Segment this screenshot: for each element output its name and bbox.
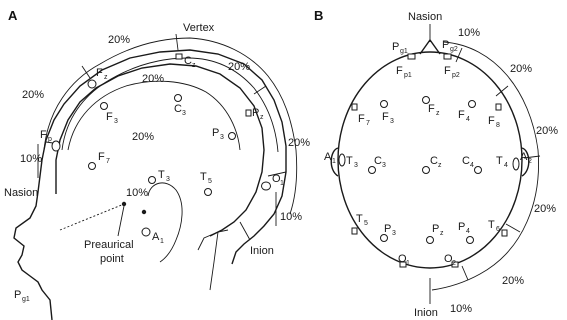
svg-text:T: T bbox=[200, 171, 207, 183]
svg-text:g2: g2 bbox=[450, 46, 458, 53]
svg-text:C: C bbox=[184, 55, 192, 67]
svg-text:z: z bbox=[440, 230, 444, 237]
electrode-a-t3 bbox=[149, 169, 171, 184]
panel-b-letter: B bbox=[314, 8, 324, 23]
skull-inner-contour bbox=[56, 64, 264, 236]
pct-a-7: 10% bbox=[20, 153, 43, 165]
svg-text:T: T bbox=[496, 155, 503, 167]
svg-text:3: 3 bbox=[182, 110, 186, 117]
preaurical-pointer bbox=[118, 206, 124, 236]
electrode-a-p3 bbox=[212, 127, 236, 141]
svg-text:F: F bbox=[382, 111, 389, 123]
electrode-b-f7 bbox=[352, 104, 370, 127]
svg-text:3: 3 bbox=[354, 162, 358, 169]
electrode-b-a2 bbox=[520, 151, 532, 165]
svg-text:4: 4 bbox=[466, 228, 470, 235]
svg-text:3: 3 bbox=[114, 118, 118, 125]
electrode-a-a1 bbox=[142, 228, 164, 245]
preaurical-label-line1: Preaurical bbox=[84, 239, 134, 251]
svg-text:F: F bbox=[358, 113, 365, 125]
b-inion-label: Inion bbox=[414, 307, 438, 319]
svg-text:3: 3 bbox=[390, 118, 394, 125]
electrode-b-o2 bbox=[444, 253, 458, 267]
pct-a-8: 10% bbox=[126, 187, 149, 199]
pct-b-5: 20% bbox=[502, 275, 525, 287]
svg-text:C: C bbox=[174, 103, 182, 115]
svg-text:6: 6 bbox=[496, 226, 500, 233]
svg-text:F: F bbox=[444, 65, 451, 77]
svg-text:5: 5 bbox=[364, 220, 368, 227]
ear-outline bbox=[148, 183, 182, 262]
svg-text:7: 7 bbox=[366, 120, 370, 127]
inion-label: Inion bbox=[250, 245, 274, 257]
electrode-b-pz bbox=[427, 223, 445, 244]
svg-text:1: 1 bbox=[332, 158, 336, 165]
head-profile-outline bbox=[14, 50, 286, 320]
svg-text:C: C bbox=[462, 155, 470, 167]
svg-text:p2: p2 bbox=[452, 72, 460, 79]
svg-text:z: z bbox=[260, 114, 264, 121]
svg-text:5: 5 bbox=[208, 178, 212, 185]
b-nasion-label: Nasion bbox=[408, 11, 443, 23]
svg-text:F: F bbox=[428, 103, 435, 115]
panel-a-electrodes bbox=[14, 54, 284, 303]
panel-a bbox=[4, 8, 310, 320]
svg-text:g1: g1 bbox=[22, 296, 30, 303]
electrode-a-o1 bbox=[262, 173, 285, 190]
electrode-a-pz bbox=[246, 107, 264, 121]
pct-b-2: 20% bbox=[510, 63, 533, 75]
svg-text:A: A bbox=[324, 151, 332, 163]
pct-a-4: 20% bbox=[228, 61, 251, 73]
pct-a-2: 20% bbox=[22, 89, 45, 101]
svg-text:7: 7 bbox=[106, 158, 110, 165]
svg-text:C: C bbox=[430, 155, 438, 167]
svg-text:2: 2 bbox=[528, 158, 532, 165]
svg-text:P: P bbox=[458, 221, 466, 233]
svg-text:3: 3 bbox=[166, 176, 170, 183]
pct-a-6: 20% bbox=[288, 137, 311, 149]
svg-text:F: F bbox=[98, 151, 105, 163]
svg-text:F: F bbox=[458, 109, 465, 121]
electrode-b-o1 bbox=[398, 253, 410, 267]
svg-text:F: F bbox=[40, 129, 47, 141]
svg-text:3: 3 bbox=[382, 162, 386, 169]
pct-b-4: 20% bbox=[534, 203, 557, 215]
svg-text:A: A bbox=[520, 151, 528, 163]
svg-text:3: 3 bbox=[220, 134, 224, 141]
svg-text:T: T bbox=[488, 219, 495, 231]
svg-text:P: P bbox=[432, 223, 440, 235]
inion-pointer bbox=[240, 222, 250, 240]
svg-text:C: C bbox=[374, 155, 382, 167]
svg-text:g1: g1 bbox=[400, 48, 408, 55]
pct-a-3: 20% bbox=[142, 73, 165, 85]
svg-text:4: 4 bbox=[504, 162, 508, 169]
svg-text:O: O bbox=[272, 173, 281, 185]
svg-text:P: P bbox=[392, 41, 400, 53]
svg-text:F: F bbox=[396, 65, 403, 77]
panel-a-letter: A bbox=[8, 8, 18, 23]
svg-text:1: 1 bbox=[160, 238, 164, 245]
electrode-a-fp bbox=[40, 129, 60, 151]
svg-text:8: 8 bbox=[496, 122, 500, 129]
svg-text:1: 1 bbox=[406, 260, 410, 267]
neck-outline bbox=[198, 230, 228, 290]
svg-text:O: O bbox=[444, 253, 453, 265]
ear-canal-dot bbox=[142, 210, 146, 214]
svg-text:P: P bbox=[14, 289, 22, 301]
electrode-b-pg1 bbox=[392, 41, 408, 55]
svg-text:P: P bbox=[384, 223, 392, 235]
svg-text:z: z bbox=[104, 74, 108, 81]
svg-text:F: F bbox=[106, 111, 113, 123]
preaurical-label-line2: point bbox=[100, 253, 124, 265]
svg-text:P: P bbox=[212, 127, 220, 139]
arc-tick-marks bbox=[46, 34, 286, 176]
pct-a-9: 10% bbox=[280, 211, 303, 223]
electrode-b-p3 bbox=[381, 223, 397, 242]
electrode-a-f7 bbox=[89, 151, 111, 170]
electrode-b-t4 bbox=[496, 155, 519, 170]
svg-text:z: z bbox=[192, 62, 196, 69]
vertex-label: Vertex bbox=[183, 22, 215, 34]
electrode-b-fz bbox=[423, 97, 441, 118]
electrode-b-a1 bbox=[324, 151, 345, 166]
svg-text:O: O bbox=[398, 253, 407, 265]
electrode-a-c3 bbox=[174, 95, 186, 118]
svg-text:4: 4 bbox=[470, 162, 474, 169]
pct-b-3: 20% bbox=[536, 125, 559, 137]
svg-text:z: z bbox=[438, 162, 442, 169]
svg-text:3: 3 bbox=[392, 230, 396, 237]
panel-b-electrodes bbox=[324, 39, 532, 267]
electrode-b-f3 bbox=[381, 101, 395, 126]
svg-text:P: P bbox=[252, 107, 260, 119]
pct-a-1: 20% bbox=[108, 34, 131, 46]
electrode-b-c3 bbox=[369, 155, 387, 174]
pct-a-5: 20% bbox=[132, 131, 155, 143]
pct-b-6: 10% bbox=[450, 303, 473, 315]
electrode-b-p4 bbox=[458, 221, 474, 244]
electrode-b-f8 bbox=[488, 104, 501, 129]
svg-text:1: 1 bbox=[280, 180, 284, 187]
panel-b bbox=[314, 8, 558, 319]
nasion-label: Nasion bbox=[4, 187, 39, 199]
svg-text:p: p bbox=[48, 136, 52, 143]
svg-text:T: T bbox=[158, 169, 165, 181]
electrode-a-t5 bbox=[200, 171, 212, 196]
svg-text:4: 4 bbox=[466, 116, 470, 123]
pct-b-1: 10% bbox=[458, 27, 481, 39]
electrode-b-t3 bbox=[346, 155, 358, 169]
svg-text:p1: p1 bbox=[404, 72, 412, 79]
svg-text:A: A bbox=[152, 231, 160, 243]
svg-text:T: T bbox=[346, 155, 353, 167]
svg-text:F: F bbox=[488, 115, 495, 127]
svg-text:z: z bbox=[436, 110, 440, 117]
electrode-b-f4 bbox=[458, 101, 476, 124]
svg-text:P: P bbox=[442, 39, 450, 51]
svg-text:T: T bbox=[356, 213, 363, 225]
electrode-a-cz bbox=[176, 54, 196, 69]
electrode-b-pg2 bbox=[442, 39, 458, 53]
electrode-a-f3 bbox=[101, 103, 119, 126]
electrode-a-fp1 bbox=[14, 289, 30, 303]
electrode-b-c4 bbox=[462, 155, 482, 174]
electrode-b-cz bbox=[423, 155, 443, 174]
svg-text:2: 2 bbox=[452, 260, 456, 267]
svg-text:F: F bbox=[96, 67, 103, 79]
reid-baseline bbox=[60, 204, 124, 230]
